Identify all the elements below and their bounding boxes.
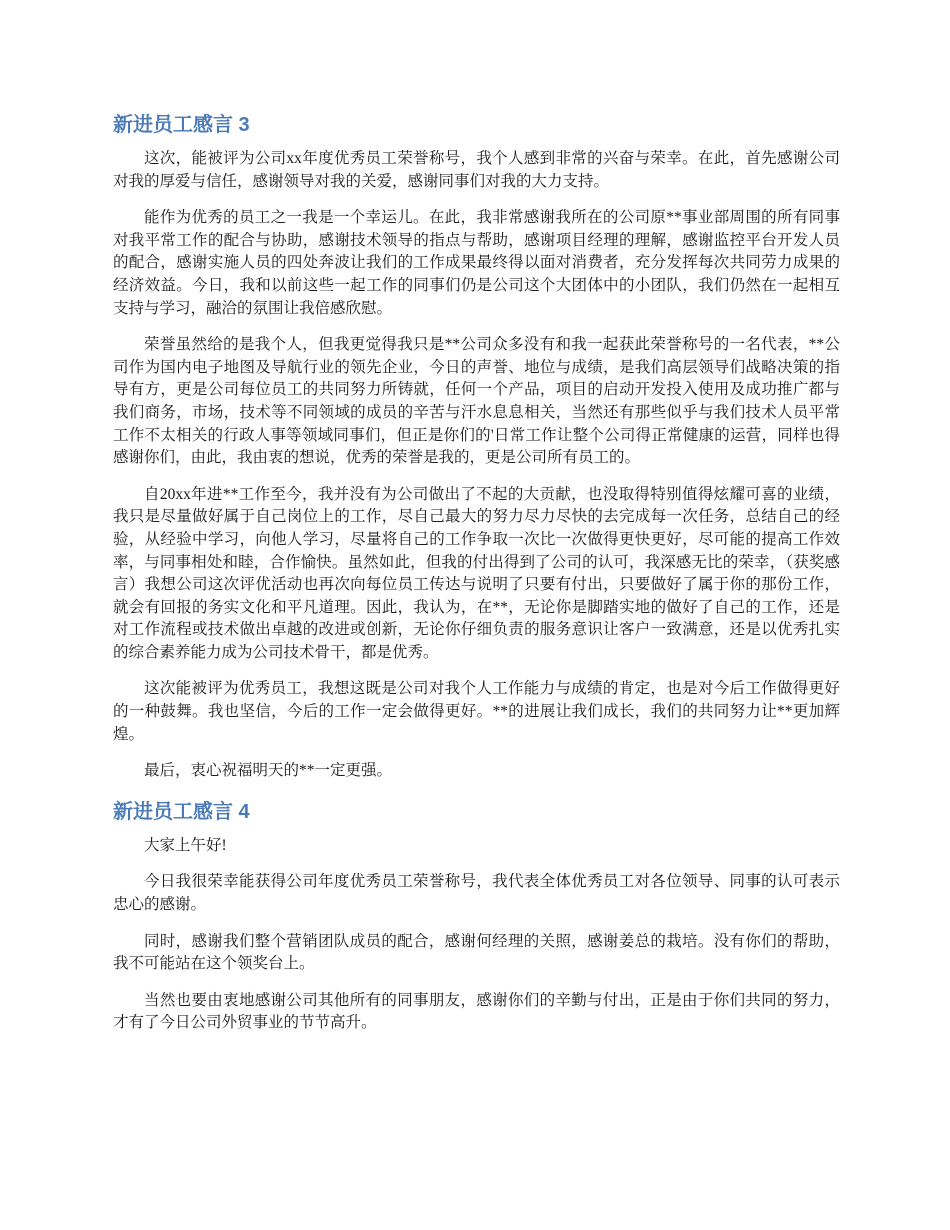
section-3 (113, 110, 840, 783)
document-page (113, 110, 840, 1049)
section-heading: 新进员工感言 3 (113, 114, 250, 136)
paragraph: 自20xx年进**工作至今，我并没有为公司做出了不起的大贡献，也没取得特别值得炫耀可喜的业绩，我只是尽量做好属于自己岗位上的工作，尽自己最大的努力尽力尽快的去完成每一次任务，总结自己的经验，从经验中学习，向他人学习，尽量将自己的工作争取一次比一次做得更快更好，尽可能的提高工作效率，与同事相处和睦，合作愉快。虽然如此，但我的付出得到了公司的认可，我深感无比的荣幸，（获奖感言）我想公司这次评优活动也再次向每位员工传达与说明了只要有付出，只要做好了属于你的那份工作，就会有回报的务实文化和平凡道理。因此，我认为，在**，无论你是脚踏实地的做好了自己的工作，还是对工作流程或技术做出卓越的改进或创新，无论你仔细负责的服务意识让客户一致满意，还是以优秀扎实的综合素养能力成为公司技术骨干，都是优秀。 (113, 485, 840, 661)
paragraph: 这次能被评为优秀员工，我想这既是公司对我个人工作能力与成绩的肯定，也是对今后工作做得更好的一种鼓舞。我也坚信，今后的工作一定会做得更好。**的进展让我们成长，我们的共同努力让**更加辉煌。 (113, 680, 840, 743)
paragraph: 今日我很荣幸能获得公司年度优秀员工荣誉称号，我代表全体优秀员工对各位领导、同事的认可表示忠心的感谢。 (113, 873, 840, 914)
paragraph: 大家上午好! (144, 836, 227, 854)
paragraph: 荣誉虽然给的是我个人，但我更觉得我只是**公司众多没有和我一起获此荣誉称号的一名代表，**公司作为国内电子地图及导航行业的领先企业，今日的声誉、地位与成绩，是我们高层领导们战略决策的指导有方，更是公司每位员工的共同努力所铸就，任何一个产品，项目的启动开发投入使用及成功推广都与我们商务，市场，技术等不同领域的成员的辛苦与汗水息息相关，当然还有那些似乎与我们技术人员平常工作不太相关的行政人事等领域同事们，但正是你们的'日常工作让整个公司得正常健康的运营，同样也得感谢你们，由此，我由衷的想说，优秀的荣誉是我的，更是公司所有员工的。 (113, 336, 840, 467)
paragraph: 能作为优秀的员工之一我是一个幸运儿。在此，我非常感谢我所在的公司原**事业部周围的所有同事对我平常工作的配合与协助，感谢技术领导的指点与帮助，感谢项目经理的理解，感谢监控平台开发人员的配合，感谢实施人员的四处奔波让我们的工作成果最终得以面对消费者，充分发挥每次共同劳力成果的经济效益。今日，我和以前这些一起工作的同事们仍是公司这个大团体中的小团队，我们仍然在一起相互支持与学习，融洽的氛围让我倍感欣慰。 (113, 209, 840, 317)
section-4 (113, 797, 840, 1035)
paragraph: 同时，感谢我们整个营销团队成员的配合，感谢何经理的关照，感谢姜总的栽培。没有你们的帮助，我不可能站在这个领奖台上。 (113, 932, 840, 973)
paragraph: 这次，能被评为公司xx年度优秀员工荣誉称号，我个人感到非常的兴奋与荣幸。在此，首先感谢公司对我的厚爱与信任，感谢领导对我的关爱，感谢同事们对我的大力支持。 (113, 150, 840, 190)
paragraph: 最后，衷心祝福明天的**一定更强。 (144, 762, 393, 780)
section-heading: 新进员工感言 4 (113, 800, 250, 823)
paragraph: 当然也要由衷地感谢公司其他所有的同事朋友，感谢你们的辛勤与付出，正是由于你们共同的努力，才有了今日公司外贸事业的节节高升。 (113, 991, 840, 1032)
